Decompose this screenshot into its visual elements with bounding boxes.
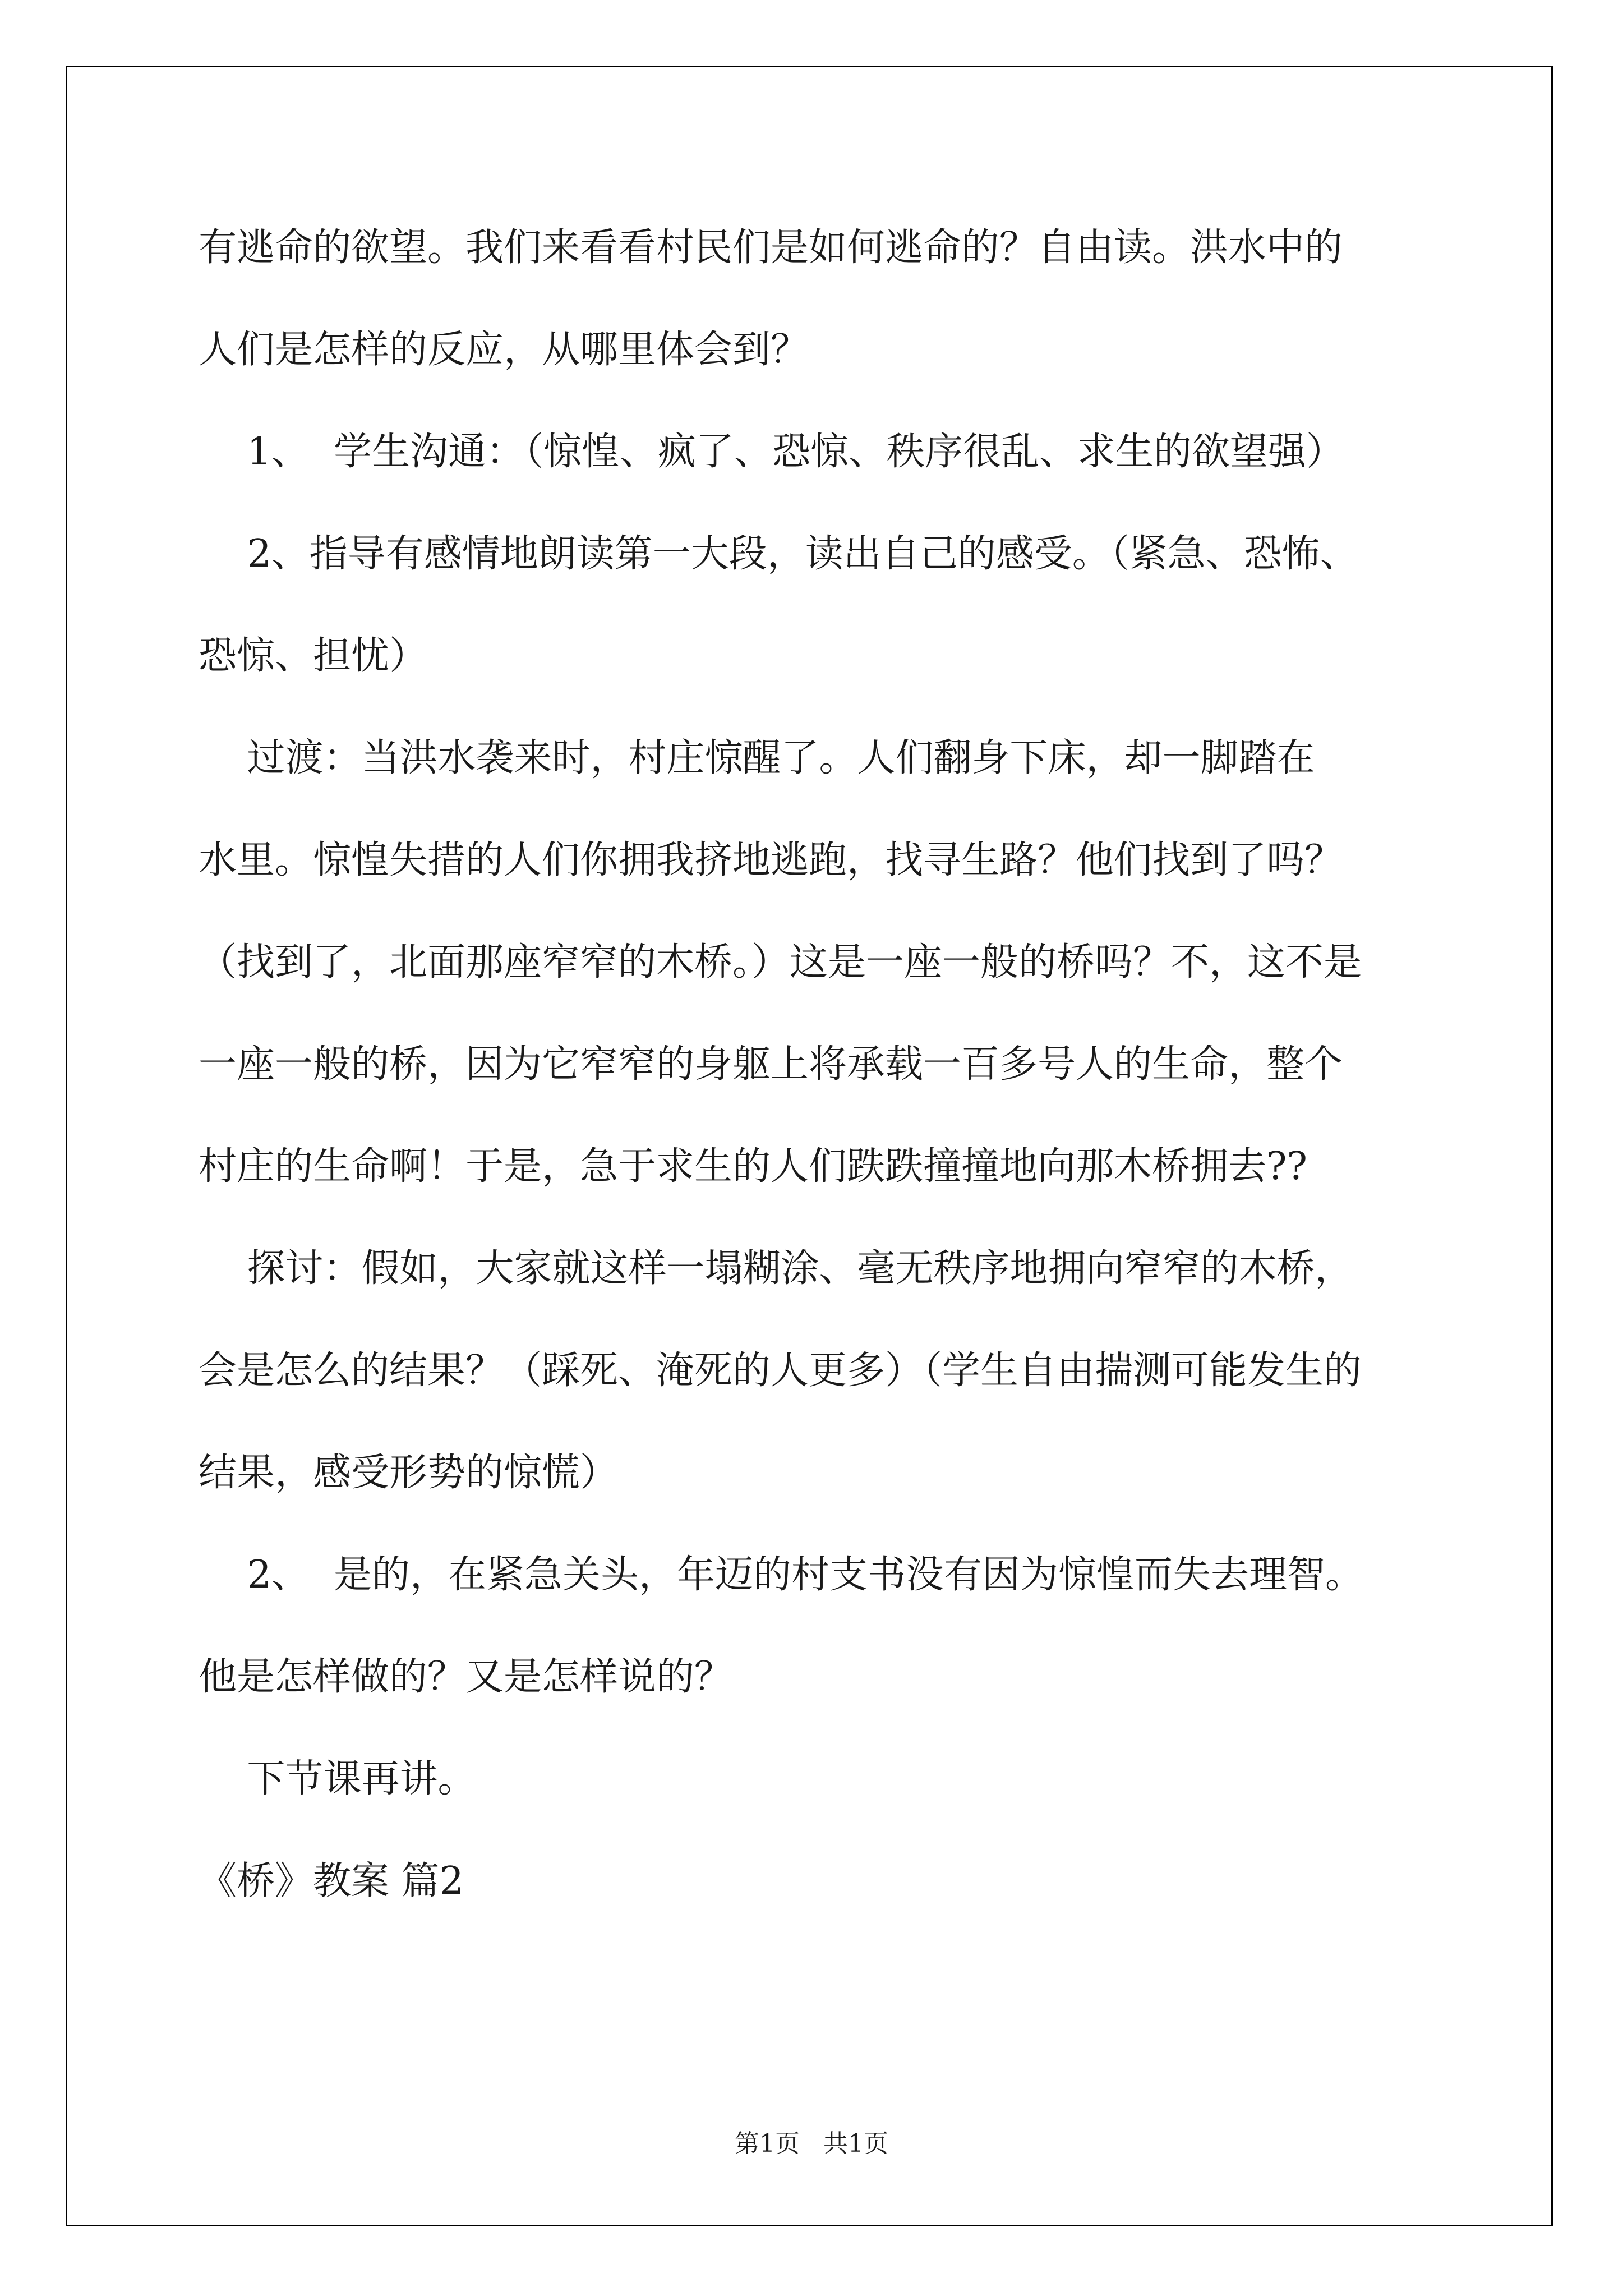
body-line: 恐惊、担忧） xyxy=(199,634,428,678)
body-line: 2、指导有感情地朗读第一大段，读出自己的感受。（紧急、恐怖、 xyxy=(199,532,1358,576)
body-line: 1、 学生沟通：（惊惶、疯了、恐惊、秩序很乱、求生的欲望强） xyxy=(199,430,1344,474)
page-footer: 第1页 共1页 xyxy=(735,2129,888,2158)
body-line: 结果，感受形势的惊慌） xyxy=(199,1451,619,1495)
body-line: 有逃命的欲望。我们来看看村民们是如何逃命的？自由读。洪水中的 xyxy=(199,226,1343,270)
body-line: 他是怎样做的？又是怎样说的？ xyxy=(199,1655,733,1699)
body-line: 会是怎么的结果？（踩死、淹死的人更多）（学生自由揣测可能发生的 xyxy=(199,1349,1362,1393)
body-line: 一座一般的桥，因为它窄窄的身躯上将承载一百多号人的生命，整个 xyxy=(199,1042,1343,1087)
body-line: 探讨：假如，大家就这样一塌糊涂、毫无秩序地拥向窄窄的木桥， xyxy=(199,1246,1353,1291)
body-line: 下节课再讲。 xyxy=(199,1757,476,1801)
body-line: 人们是怎样的反应，从哪里体会到？ xyxy=(199,328,809,372)
body-line: 村庄的生命啊！于是，急于求生的人们跌跌撞撞地向那木桥拥去?? xyxy=(199,1144,1307,1189)
body-line: （找到了，北面那座窄窄的木桥。）这是一座一般的桥吗？不，这不是 xyxy=(199,940,1362,984)
body-line: 2、 是的，在紧急关头，年迈的村支书没有因为惊惶而失去理智。 xyxy=(199,1553,1363,1597)
section-heading: 《桥》教案 篇2 xyxy=(199,1859,464,1903)
body-line: 水里。惊惶失措的人们你拥我挤地逃跑，找寻生路？他们找到了吗？ xyxy=(199,838,1343,882)
body-line: 过渡：当洪水袭来时，村庄惊醒了。人们翻身下床，却一脚踏在 xyxy=(199,736,1315,780)
